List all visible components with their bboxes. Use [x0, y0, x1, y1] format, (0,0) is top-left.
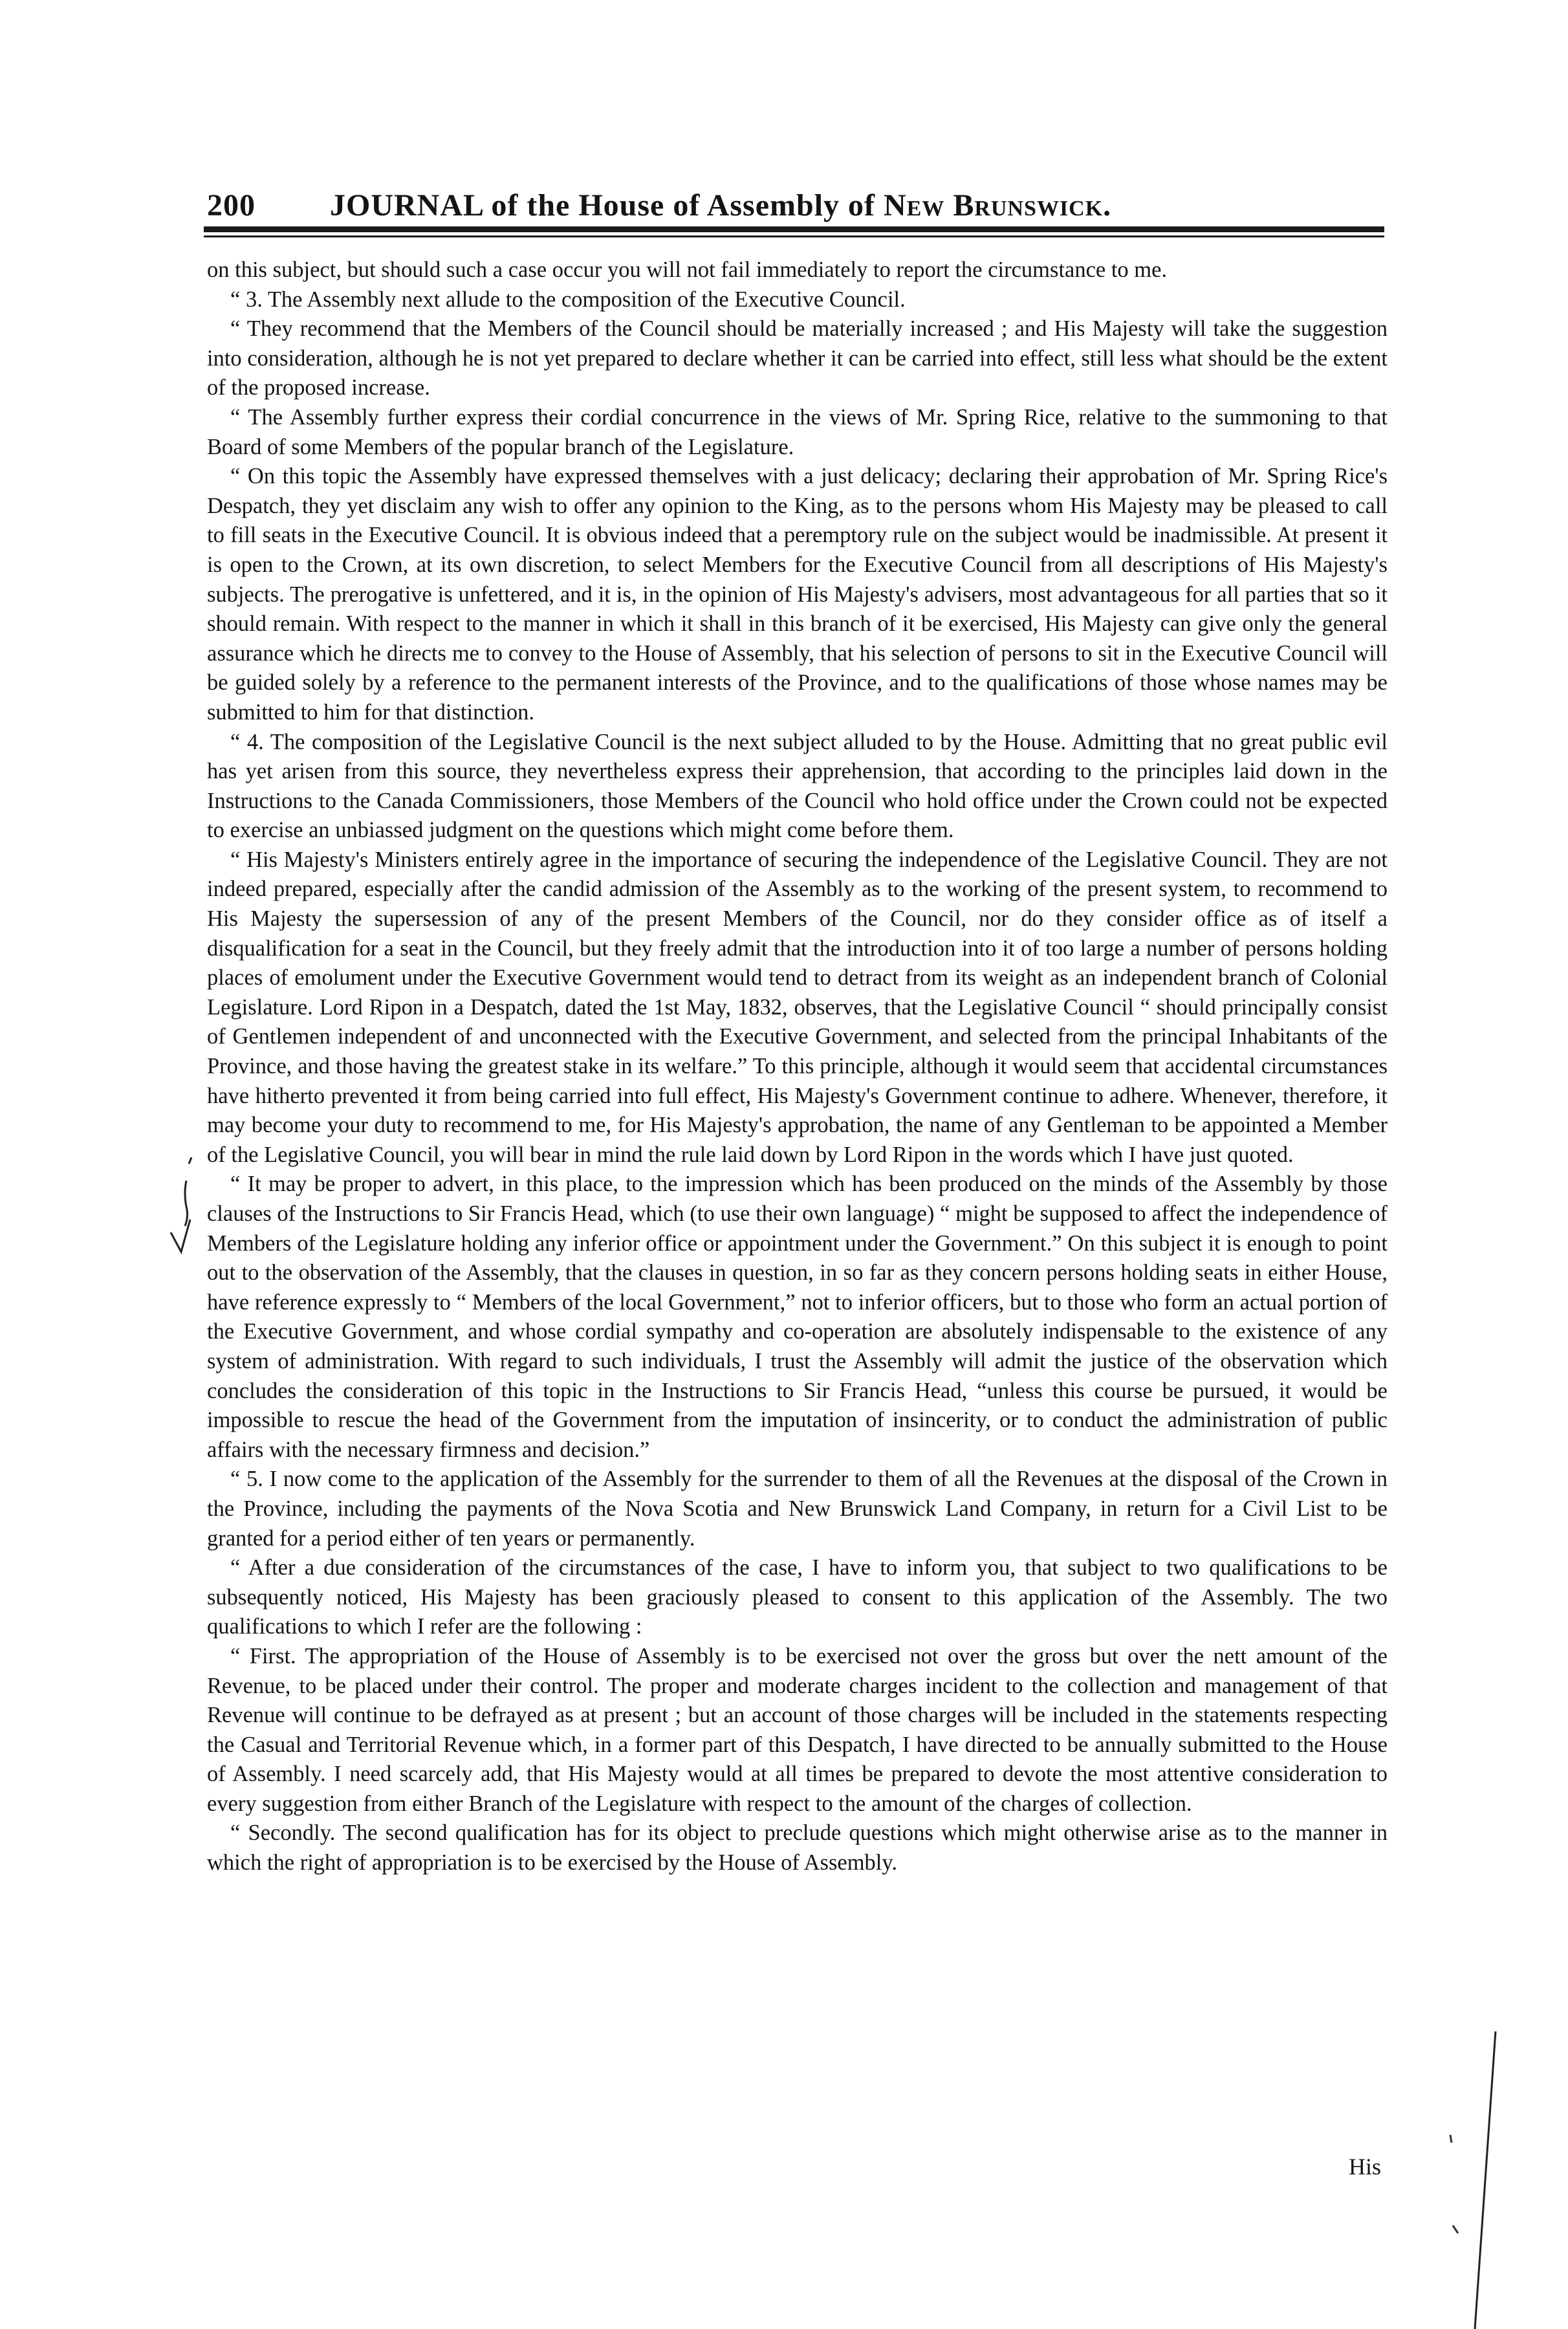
page-edge-mark — [1449, 2031, 1514, 2329]
page-header — [207, 188, 1391, 226]
header-rule-thin — [204, 235, 1384, 237]
paragraph: “ His Majesty's Ministers entirely agree in the importance of securing the independence of the Legislative Council. They are not indeed prepared, especially after the candid admission of the Assembly as to the working of the present system, to recommend to His Majesty the supersession of any of the present Members of the Council, nor do they consider office as of itself a disqualification for a seat in the Council, but they freely admit that the introduction into it of too large a number of persons holding places of emolument under the Executive Government would tend to detract from its weight as an independent branch of Colonial Legislature. Lord Ripon in a Despatch, dated the 1st May, 1832, observes, that the Legislative Council “ should principally consist of Gentlemen independent of and unconnected with the Executive Government, and selected from the principal Inhabitants of the Province, and those having the greatest stake in its welfare.” To this principle, although it would seem that accidental circumstances have hitherto prevented it from being carried into full effect, His Majesty's Government continue to adhere. Whenever, therefore, it may become your duty to recommend to me, for His Majesty's approbation, the name of any Gentleman to be appointed a Member of the Legislative Council, you will bear in mind the rule laid down by Lord Ripon in the words which I have just quoted. — [207, 847, 1388, 1167]
paragraph: “ They recommend that the Members of the Council should be materially increased ; and His Majesty will take the suggestion into consideration, although he is not yet prepared to declare whether it can be carried into effect, still less what should be the extent of the proposed increase. — [207, 316, 1388, 400]
catchword: His — [1349, 2154, 1382, 2180]
running-head-place: New Brunswick. — [884, 188, 1112, 223]
paragraph: “ It may be proper to advert, in this place, to the impression which has been produced on the minds of the Assembly by those clauses of the Instructions to Sir Francis Head, which (to use their own language) “ might be supposed to affect the independence of Members of the Legislature holding any inferior office or appointment under the Government.” On this subject it is enough to point out to the observation of the Assembly, that the clauses in question, in so far as they concern persons holding seats in either House, have reference expressly to “ Members of the local Government,” not to inferior officers, but to those who form an actual portion of the Executive Government, and whose cordial sympathy and co-operation are absolutely indispensable to the existence of any system of administration. With regard to such individuals, I trust the Assembly will admit the justice of the observation which concludes the consideration of this topic in the Instructions to Sir Francis Head, “unless this course be pursued, it would be impossible to rescue the head of the Government from the imputation of insincerity, or to conduct the administration of public affairs with the necessary firmness and decision.” — [207, 1172, 1388, 1462]
paragraph: “ The Assembly further express their cordial concurrence in the views of Mr. Spring Rice, relative to the summoning to that Board of some Members of the popular branch of the Legislature. — [207, 404, 1388, 459]
paragraph: on this subject, but should such a case occur you will not fail immediately to report the circumstance to me. — [207, 257, 1168, 282]
header-rule-thick — [204, 226, 1384, 232]
paragraph: “ After a due consideration of the circumstances of the case, I have to inform you, that subject to two qualifications to be subsequently noticed, His Majesty has been graciously pleased to consent to this application of the Assembly. The two qualifications to which I refer are the following : — [207, 1555, 1388, 1639]
page-number: 200 — [207, 188, 256, 223]
paragraph: “ On this topic the Assembly have expressed themselves with a just delicacy; declaring their approbation of Mr. Spring Rice's Despatch, they yet disclaim any wish to offer any opinion to the King, as to the persons whom His Majesty may be pleased to call to fill seats in the Executive Council. It is obvious indeed that a peremptory rule on the subject would be inadmissible. At present it is open to the Crown, at its own discretion, to select Members for the Executive Council from all descriptions of His Majesty's subjects. The prerogative is unfettered, and it is, in the opinion of His Majesty's advisers, most advantageous for all parties that so it should remain. With respect to the manner in which it shall in this branch of it be exercised, His Majesty can give only the general assurance which he directs me to convey to the House of Assembly, that his selection of persons to sit in the Executive Council will be guided solely by a reference to the permanent interests of the Province, and to the qualifications of those whose names may be submitted to him for that distinction. — [207, 464, 1388, 725]
running-head-prefix: JOURNAL of the House of Assembly of — [330, 188, 876, 223]
body-text — [207, 256, 1388, 1878]
paragraph: “ 5. I now come to the application of the Assembly for the surrender to them of all the Revenues at the disposal of the Crown in the Province, including the payments of the Nova Scotia and New Brunswick Land Company, in return for a Civil List to be granted for a period either of ten years or permanently. — [207, 1467, 1388, 1551]
paragraph: “ Secondly. The second qualification has for its object to preclude questions which might otherwise arise as to the manner in which the right of appropriation is to be exercised by the House of Assembly. — [207, 1821, 1388, 1875]
running-head — [330, 188, 1111, 223]
paragraph: “ First. The appropriation of the House of Assembly is to be exercised not over the gross but over the nett amount of the Revenue, to be placed under their control. The proper and moderate charges incident to the collection and management of that Revenue will continue to be defrayed as at present ; but an account of those charges will be included in the statements respecting the Casual and Territorial Revenue which, in a former part of this Despatch, I have directed to be annually submitted to the House of Assembly. I need scarcely add, that His Majesty would at all times be prepared to devote the most attentive consideration to every suggestion from either Branch of the Legislature with respect to the amount of the charges of collection. — [207, 1643, 1388, 1816]
paragraph: “ 3. The Assembly next allude to the composition of the Executive Council. — [230, 287, 906, 312]
paragraph: “ 4. The composition of the Legislative Council is the next subject alluded to by the House. Admitting that no great public evil has yet arisen from this source, they nevertheless express their apprehension, that according to the principles laid down in the Instructions to the Canada Commissioners, those Members of the Council who hold office under the Crown could not be expected to exercise an unbiassed judgment on the questions which might come before them. — [207, 729, 1388, 843]
margin-annotation-mark — [167, 1155, 206, 1265]
